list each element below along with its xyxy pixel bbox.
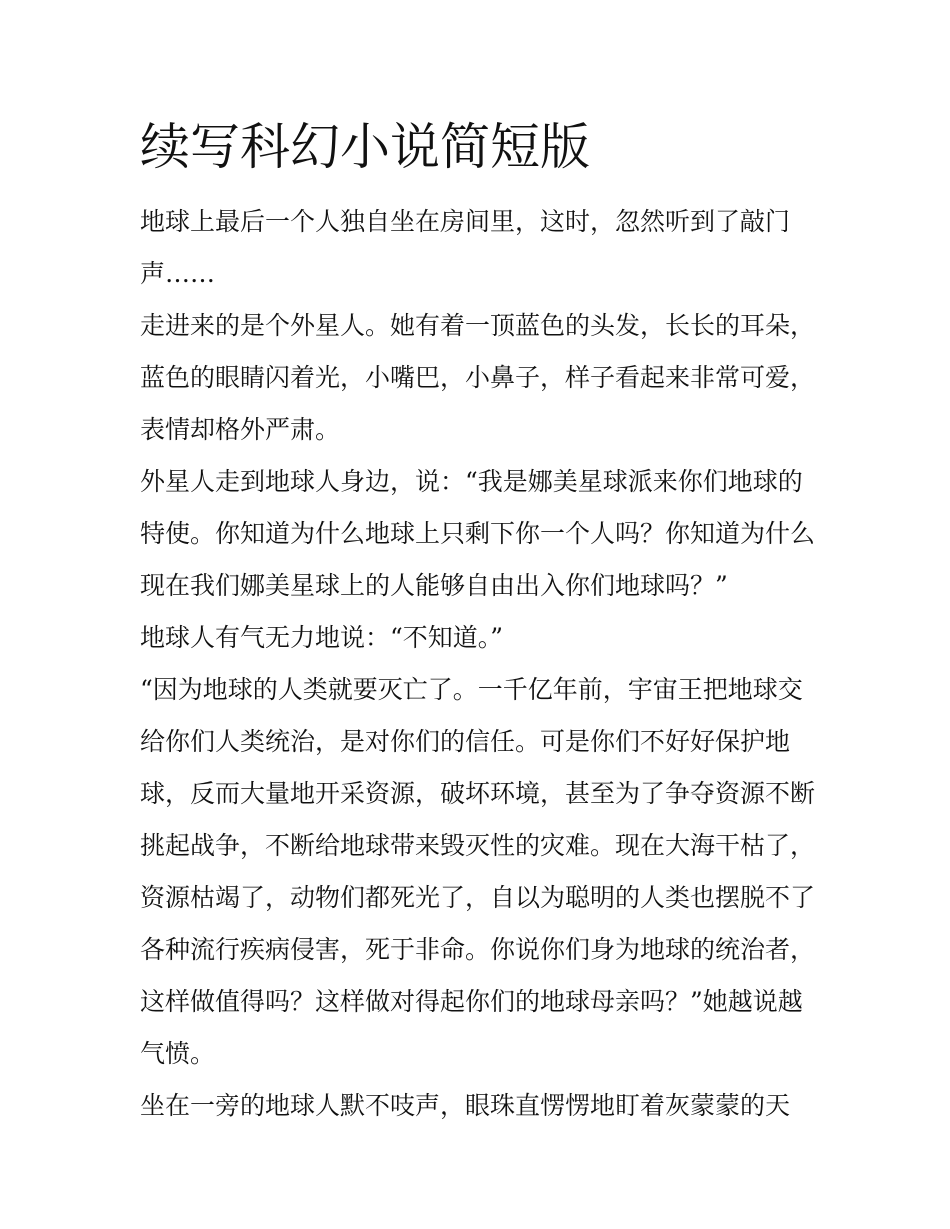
text-line: 声…… [140, 259, 216, 288]
paragraph-6 [140, 1080, 820, 1132]
paragraph-4 [140, 612, 820, 664]
text-line: 坐在一旁的地球人默不吱声，眼珠直愣愣地盯着灰蒙蒙的天 [140, 1091, 791, 1120]
text-line: 走进来的是个外星人。她有着一顶蓝色的头发，长长的耳朵， [140, 311, 816, 340]
paragraph-3 [140, 456, 820, 612]
paragraph-1 [140, 196, 820, 300]
text-line: 外星人走到地球人身边，说：“我是娜美星球派来你们地球的 [140, 467, 803, 496]
text-line: 各种流行疾病侵害，死于非命。你说你们身为地球的统治者， [140, 935, 816, 964]
text-line: 球，反而大量地开采资源，破坏环境，甚至为了争夺资源不断 [140, 779, 816, 808]
document-title: 续写科幻小说简短版 [140, 118, 590, 176]
paragraph-5 [140, 664, 820, 1080]
text-line: 这样做值得吗？这样做对得起你们的地球母亲吗？”她越说越 [140, 987, 803, 1016]
paragraph-2 [140, 300, 820, 456]
text-line: 给你们人类统治，是对你们的信任。可是你们不好好保护地 [140, 727, 791, 756]
text-line: 气愤。 [140, 1039, 216, 1068]
text-line: 现在我们娜美星球上的人能够自由出入你们地球吗？” [140, 571, 728, 600]
text-line: 资源枯竭了，动物们都死光了，自以为聪明的人类也摆脱不了 [140, 883, 816, 912]
text-line: 蓝色的眼睛闪着光，小嘴巴，小鼻子，样子看起来非常可爱， [140, 363, 816, 392]
document-body [140, 196, 820, 1132]
text-line: 表情却格外严肃。 [140, 415, 341, 444]
text-line: 地球上最后一个人独自坐在房间里，这时，忽然听到了敲门 [140, 207, 791, 236]
text-line: 挑起战争，不断给地球带来毁灭性的灾难。现在大海干枯了， [140, 831, 816, 860]
text-line: 特使。你知道为什么地球上只剩下你一个人吗？你知道为什么 [140, 519, 816, 548]
text-line: 地球人有气无力地说：“不知道。” [140, 623, 504, 652]
text-line: “因为地球的人类就要灭亡了。一千亿年前，宇宙王把地球交 [140, 675, 803, 704]
